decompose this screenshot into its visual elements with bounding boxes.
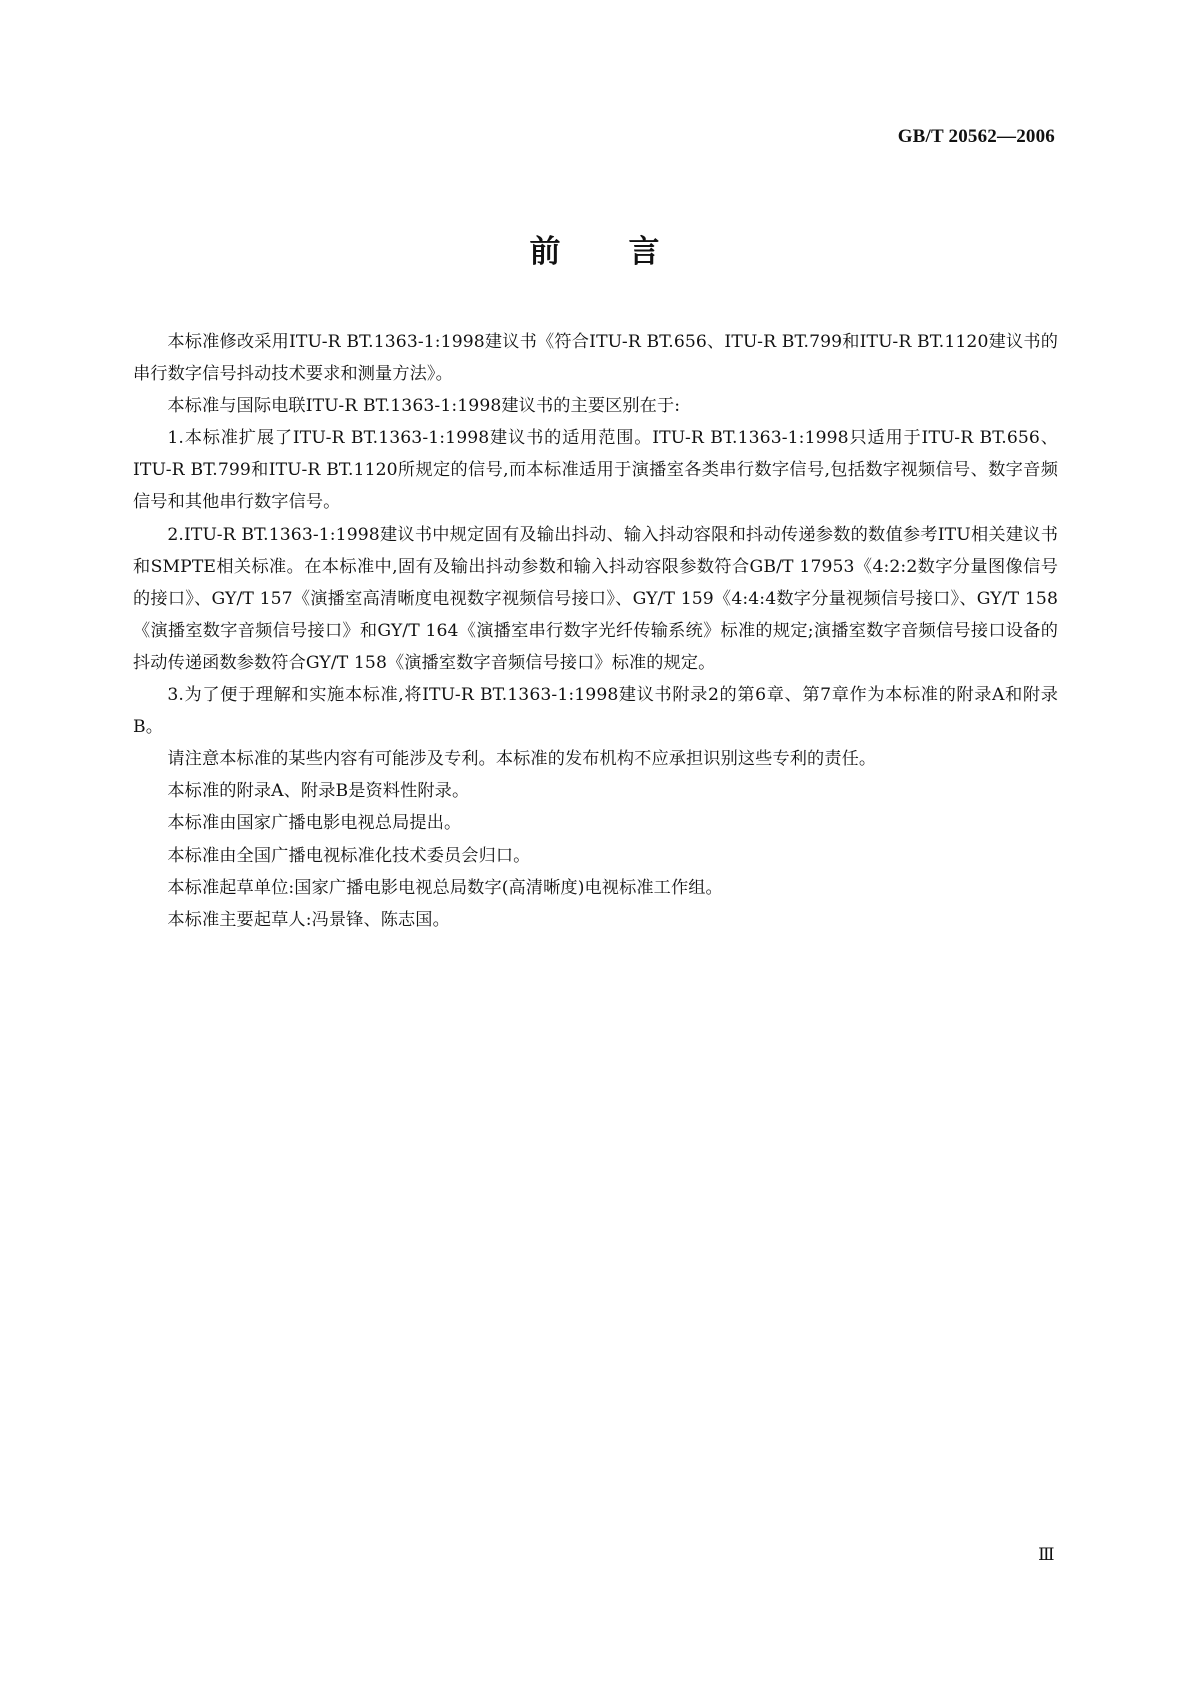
paragraph-drafters: 本标准主要起草人:冯景锋、陈志国。 (167, 909, 450, 930)
page-title-char-1: 前 (529, 234, 563, 270)
paragraph-administered-by: 本标准由全国广播电视标准化技术委员会归口。 (167, 845, 531, 866)
paragraph-adoption: 本标准修改采用ITU-R BT.1363-1:1998建议书《符合ITU-R BT.656、ITU-R BT.799和ITU-R BT.1120建议书的串行数字信号抖动技术要求和测量方法》。 (133, 332, 1058, 385)
paragraph-annex-info: 本标准的附录A、附录B是资料性附录。 (167, 781, 470, 802)
page-title (0, 226, 1191, 271)
foreword-body (133, 326, 1058, 936)
paragraph-differences-intro: 本标准与国际电联ITU-R BT.1363-1:1998建议书的主要区别在于: (167, 396, 681, 417)
paragraph-difference-2: 2.ITU-R BT.1363-1:1998建议书中规定固有及输出抖动、输入抖动容限和抖动传递参数的数值参考ITU相关建议书和SMPTE相关标准。在本标准中,固有及输出抖动参数和输入抖动容限参数符合GB/T 17953《4:2:2数字分量图像信号的接口》、GY/T 157《演播室高清晰度电视数字视频信号接口》、GY/T 159《4:4:4数字分量视频信号接口》、GY/T 158《演播室数字音频信号接口》和GY/T 164《演播室串行数字光纤传输系统》标准的规定;演播室数字音频信号接口设备的抖动传递函数参数符合GY/T 158《演播室数字音频信号接口》标准的规定。 (133, 524, 1058, 673)
page-number: Ⅲ (1038, 1545, 1054, 1564)
paragraph-drafting-unit: 本标准起草单位:国家广播电影电视总局数字(高清晰度)电视标准工作组。 (167, 877, 723, 898)
page-title-char-2: 言 (628, 234, 662, 270)
paragraph-patent-notice: 请注意本标准的某些内容有可能涉及专利。本标准的发布机构不应承担识别这些专利的责任。 (167, 749, 877, 770)
standard-number: GB/T 20562—2006 (897, 126, 1055, 147)
paragraph-difference-3: 3.为了便于理解和实施本标准,将ITU-R BT.1363-1:1998建议书附录2的第6章、第7章作为本标准的附录A和附录B。 (133, 685, 1058, 738)
paragraph-difference-1: 1.本标准扩展了ITU-R BT.1363-1:1998建议书的适用范围。ITU-R BT.1363-1:1998只适用于ITU-R BT.656、ITU-R BT.799和ITU-R BT.1120所规定的信号,而本标准适用于演播室各类串行数字信号,包括数字视频信号、数字音频信号和其他串行数字信号。 (133, 428, 1058, 513)
paragraph-proposed-by: 本标准由国家广播电影电视总局提出。 (167, 813, 462, 834)
